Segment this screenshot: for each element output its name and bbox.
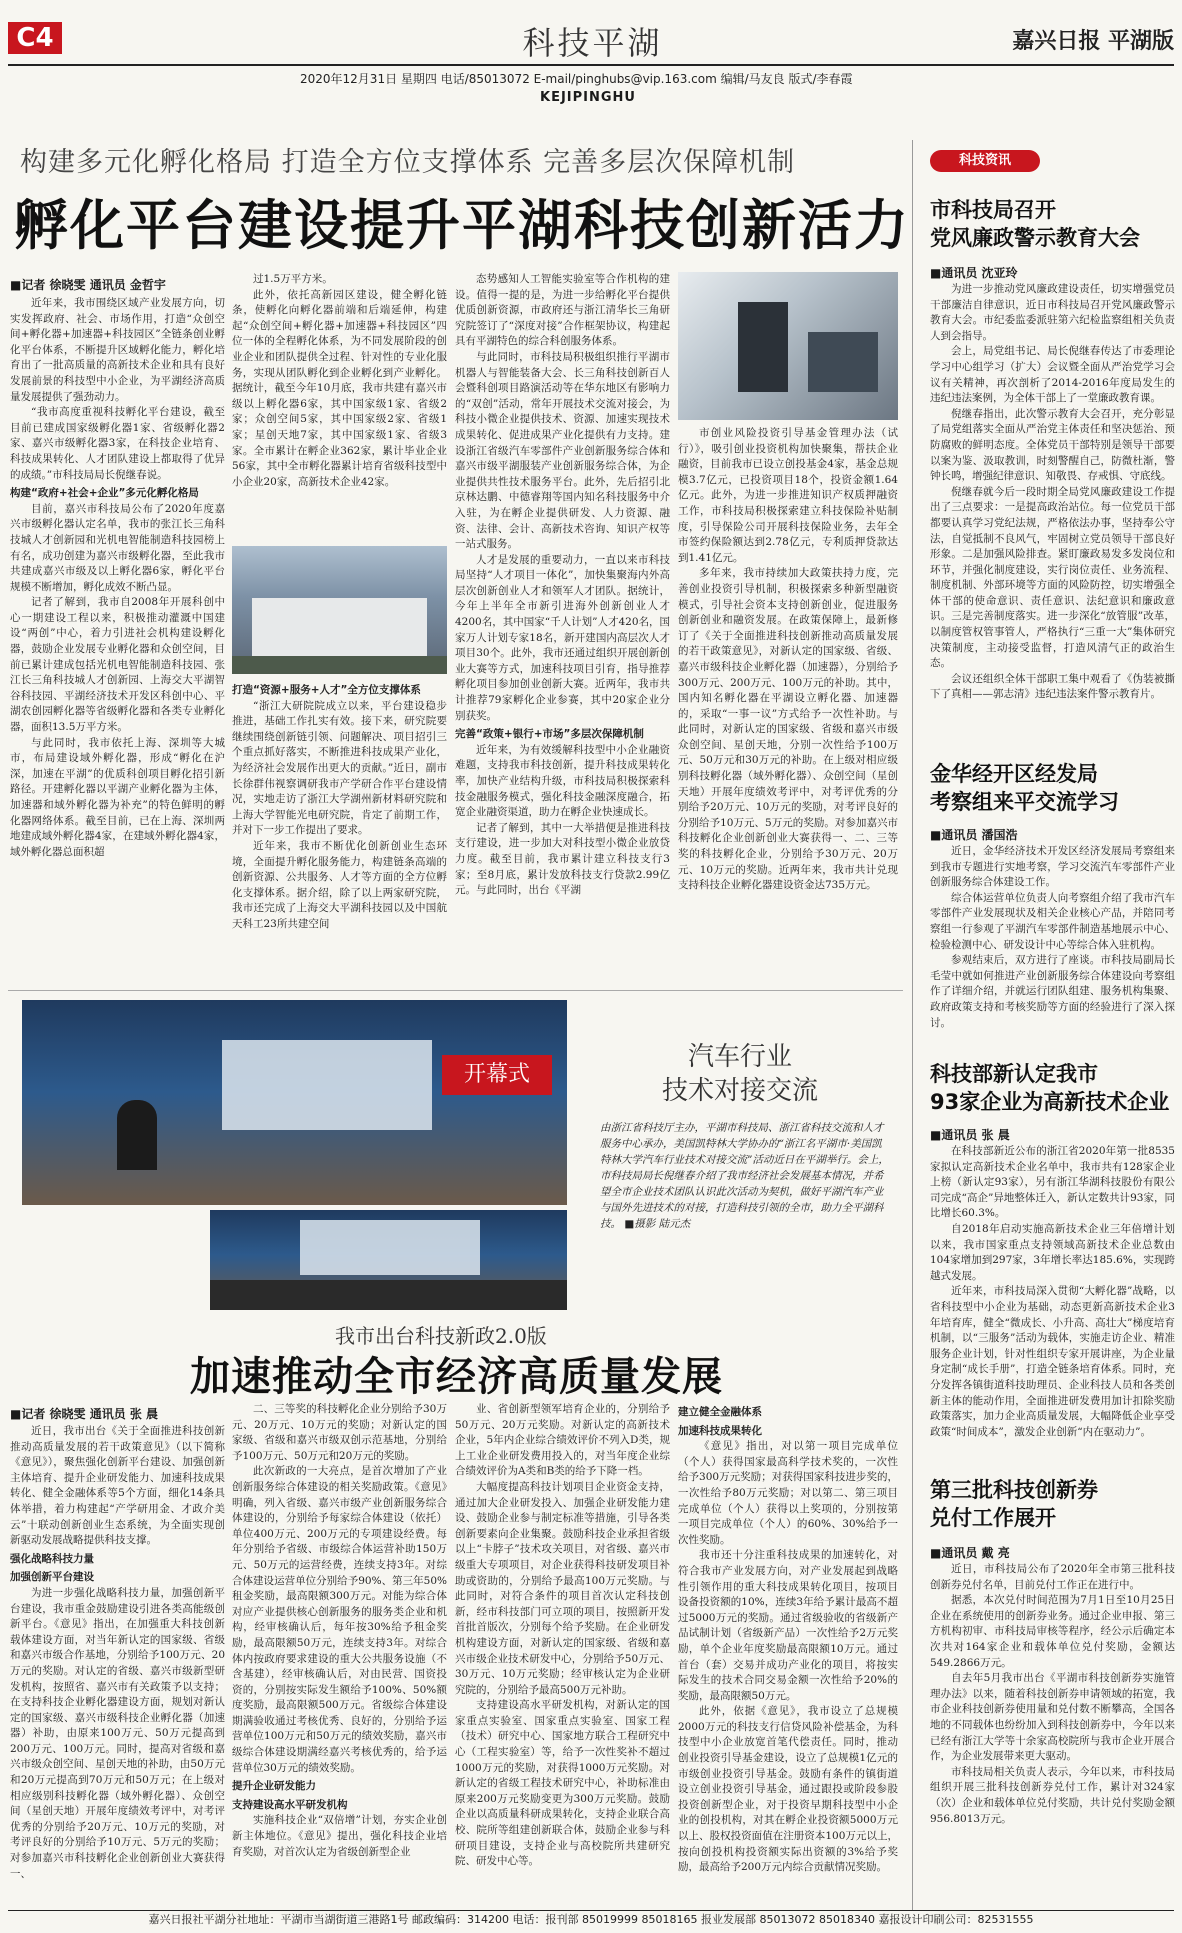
article2-byline: ■记者 徐晓雯 通讯员 张 晨 <box>10 1407 159 1421</box>
equipment-shape <box>808 332 878 392</box>
feature-title-line-2: 技术对接交流 <box>661 1076 818 1106</box>
hall-screen <box>300 1220 480 1275</box>
sidebar-news-2-byline: ■通讯员 潘国浩 <box>930 828 1018 842</box>
feature-title <box>610 1040 870 1108</box>
paragraph: 此外，依托高新园区建设，健全孵化链条，使孵化向孵化器前端和后端延伸，构建起“众创空间+孵化器+加速器+科技园区”四位一体的全程孵化体系，为不同发展阶段的创业企业和团队提供全过程、针对性的专业化服务，实现从团队孵化到企业孵化到产业孵化。据统计，截至今年10月底，我市共建有嘉兴市级以上孵化器6家，其中国家级1家、省级2家；众创空间5家，其中国家级2家、省级1家；星创天地7家，其中国家级1家、省级3家。全市累计在孵企业362家，累计毕业企业56家，其中全市孵化器累计培育省级科技型中小企业20家，高新技术企业42家。 <box>232 288 447 488</box>
title-line: 93家企业为高新技术企业 <box>930 1090 1170 1114</box>
sidebar-news-3-byline: ■通讯员 张 晨 <box>930 1128 1010 1142</box>
paragraph: 记者了解到，我市自2008年开展科创中心一期建设工程以来，积极推动灌溉中国建设“两创”中心，着力引进社会机构建设孵化器，鼓励企业发展专业孵化器和众创空间，目前已累计建成包括光机电智能制造科技园、张江长三角科技城人才创新园、上海交大平湖智谷科技园、平湖经济技术开发区科创中心、平湖农创园孵化器等省级孵化器和各类专业孵化器，面积13.5万平方米。 <box>10 596 225 734</box>
paragraph: 近年来，我市围绕区域产业发展方向，切实发挥政府、社会、市场作用，打造“众创空间+孵化器+加速器+科技园区”全链条创业孵化平台体系，不断提升区域孵化能力，孵化培育出了一批高质量的高新技术企业和具有良好发展前景的科技型中小企业，为平湖经济高质量发展提供了强劲动力。 <box>10 297 225 403</box>
paragraph: 市创业风险投资引导基金管理办法（试行）》，吸引创业投资机构加快聚集，帮扶企业融资，目前我市已设立创投基金4家，基金总规模3.7亿元，已投资项目18个，投资金额1.64亿元。此外，为进一步推进知识产权质押融资工作，市科技局积极探索建立科技保险补贴制度，引导保险公司开展科技保险业务，去年全市签约保险额达到2.78亿元，专利质押贷款达到1.41亿元。 <box>678 427 898 564</box>
paragraph: 与此同时，我市依托上海、深圳等大城市，布局建设域外孵化器，形成“孵化在沪深，加速在平湖”的优质科创项目孵化招引新路径。开建孵化器以平湖产业孵化器为主体，加速器和域外孵化器为补充”的特色鲜明的孵化器网络体系。截至目前，已在上海、深圳两地建成域外孵化器4家，在建域外孵化器4家，域外孵化器总面积超 <box>10 736 225 858</box>
paragraph: 近年来，我市不断优化创新创业生态环境，全面提升孵化服务能力，构建链条高端的创新资源、公共服务、人才等方面的全方位孵化支撑体系。据介绍，除了以上两家研究院，我市还完成了上海交大平湖科技园以及中国航天科工23所共建空间 <box>232 839 447 930</box>
feature-caption <box>600 1120 890 1232</box>
paragraph: 市科技局相关负责人表示，今年以来，市科技局组织开展三批科技创新券兑付工作，累计对324家（次）企业和载体单位兑付奖励，共计兑付奖励金额956.8013万元。 <box>930 1765 1175 1825</box>
section-heading: 打造“资源+服务+人才”全方位支撑体系 <box>232 684 421 696</box>
masthead-rule <box>8 64 1174 66</box>
section-heading: 建立健全金融体系 <box>678 1406 762 1418</box>
feature-rule <box>8 990 903 991</box>
sidebar-news-3-body <box>930 1144 1175 1464</box>
sidebar-news-4-byline: ■通讯员 戴 亮 <box>930 1546 1010 1560</box>
article2-title: 加速推动全市经济高质量发展 <box>190 1354 723 1400</box>
title-line: 第三批科技创新券 <box>930 1478 1098 1502</box>
sidebar-news-4-body <box>930 1562 1175 1904</box>
paragraph: 实施科技企业“双倍增”计划，夯实企业创新主体地位。《意见》提出，强化科技企业培育奖励，对首次认定为省级创新型企业 <box>232 1814 447 1858</box>
paragraph: 近年来，市科技局深入贯彻“大孵化器”战略，以省科技型中小企业为基础，动态更新高新技术企业3年培育库，健全“微成长、小升高、高壮大”梯度培育机制，以“三服务”活动为载体，实施走访企业、精准服务企业计划，针对性组织专家开展讲座，为企业量身定制“成长手册”，打造全链条培育体系。同时，充分发挥各镇街道科技助理员、企业科技人员和各类创新主体的能动作用，全面推进研发费用加计扣除奖励政策落实，加力企业高质量发展，大幅降低企业享受政策“时间成本”，激发企业创新“内在驱动力”。 <box>930 1285 1175 1438</box>
paragraph: 近年来，为有效缓解科技型中小企业融资难题，支持我市科技创新，提升科技成果转化率，加快产业结构升级，市科技局积极探索科技金融服务模式，强化科技金融深度融合，拓宽企业融资渠道，助力在孵企业快速成长。 <box>455 743 670 819</box>
sidebar-divider <box>912 140 913 1910</box>
audience-shape <box>210 1280 567 1310</box>
paragraph: 与此同时，市科技局积极组织推行平湖市机器人与智能装备大会、长三角科技创新百人会暨科创项目路演活动等在华东地区有影响力的“双创”活动，常年开展技术交流对接会，为科技小微企业提供技术、资源、加速实现技术成果转化、促进成果产业化提供有力支持。建设浙江省级汽车零部件产业创新服务综合体和嘉兴市级平湖服装产业创新服务综合体，为企业提供共性技术服务平台。此外，先后招引北京林达鹏、中德睿翔等国内知名科技服务中介入驻，为在孵企业提供研发、人力资源、融资、法律、会计、高新技术咨询、知识产权等一站式服务。 <box>455 350 670 551</box>
section-heading: 提升企业研发能力 <box>232 1780 316 1793</box>
paragraph: 自2018年启动实施高新技术企业三年倍增计划以来，我市国家重点支持领域高新技术企业总数由104家增加到297家，3年增长率达185.6%，实现跨越式发展。 <box>930 1222 1175 1282</box>
sidebar-news-4-title <box>930 1476 1175 1532</box>
title-line: 党风廉政警示教育大会 <box>930 226 1140 250</box>
paragraph: 为进一步推动党风廉政建设责任，切实增强党员干部廉洁自律意识，近日市科技局召开党风廉政警示教育大会。市纪委监委派驻第六纪检监察组相关负责人到会指导。 <box>930 283 1175 342</box>
sidebar-news-3-title <box>930 1060 1175 1116</box>
paragraph: 近日，金华经济技术开发区经济发展局考察组来到我市专题进行实地考察，学习交流汽车零部件产业创新服务综合体建设工作。 <box>930 845 1175 889</box>
section-heading: 加强创新平台建设 <box>10 1571 94 1584</box>
title-line: 考察组来平交流学习 <box>930 790 1119 814</box>
paragraph: “浙江大研院院成立以来，平台建设稳步推进，基础工作扎实有效。接下来，研究院要继续围绕创新链引领、问题解决、项目招引三个重点抓好落实，不断推进科技成果产业化，为经济社会发展作出更大的贡献。”近日，副市长徐群伟视察调研我市产学研合作平台建设情况，实地走访了浙江大学湖州新材料研究院和上海大学智能光电研究院，肯定了前期工作，并对下一步工作提出了要求。 <box>232 699 447 837</box>
paragraph: 支持建设高水平研发机构，对新认定的国家重点实验室、国家重点实验室、国家工程（技术）研究中心、国家地方联合工程研究中心（工程实验室）等，给予一次性奖补不超过1000万元的奖励，对获得1000万元奖励。对新认定的省级工程技术研究中心，补助标准由原来200万元奖励变更为300万元奖励。鼓励企业以高质量科研成果转化，支持企业联合高校、院所等组建创新联合体，鼓励企业参与科研项目建设，支持企业与高校院所共建研究院、研发中心等。 <box>455 1699 670 1868</box>
paragraph: 据悉，本次兑付时间范围为7月1日至10月25日企业在系统使用的创新券业务。通过企业申报、第三方机构初审、市科技局审核等程序，经公示后确定本次共对164家企业和载体单位兑付奖励，金额达549.2866万元。 <box>930 1594 1175 1669</box>
newspaper-brand: 嘉兴日报 平湖版 <box>1012 28 1174 54</box>
section-heading: 强化战略科技力量 <box>10 1552 94 1565</box>
paragraph: 业、省创新型领军培育企业的，分别给予50万元、20万元奖励。对新认定的高新技术企业，5年内企业综合绩效评价不列入D类，规上工业企业研发费用投入的，对当年度企业综合绩效评价为A类和B类的给予下降一档。 <box>455 1403 670 1478</box>
lead-byline: ■记者 徐晓雯 通讯员 金哲宇 <box>10 278 166 292</box>
stage-screen <box>222 1040 432 1130</box>
building-shape <box>252 598 427 656</box>
paragraph: 在科技部新近公布的浙江省2020年第一批8535家拟认定高新技术企业名单中，我市共有128家企业上榜（新认定93家），另有浙江华湖科技股份有限公司完成“高企”异地整体迁入，新认定数共计93家，同比增长60.3%。 <box>930 1145 1175 1220</box>
paragraph: 会上，局党组书记、局长倪继春传达了市委理论学习中心组学习（扩大）会议暨全面从严治党学习会议有关精神，再次剖析了2014-2016年度局发生的违纪违法案例，为全体干部上了一堂廉政教育课。 <box>930 345 1175 405</box>
paragraph: 自去年5月我市出台《平湖市科技创新券实施管理办法》以来，随着科技创新券申请领域的拓宽，我市企业科技创新券使用量和兑付数不断攀高，全国各地的不同载体也纷纷加入到科技创新券中，今年以来已经有浙江大学等十余家高校院所与我市企业开展合作，为企业发展带来更大驱动。 <box>930 1672 1175 1763</box>
title-line: 市科技局召开 <box>930 198 1056 222</box>
paragraph: “我市高度重视科技孵化平台建设，截至目前已建成国家级孵化器1家、省级孵化器2家、嘉兴市级孵化器3家，在科技企业培育、科技成果转化、人才团队建设上都取得了优异的成绩。”市科技局局长倪继春说。 <box>10 406 225 481</box>
feature-body: 由浙江省科技厅主办，平湖市科技局、浙江省科技交流和人才服务中心承办，美国凯特林大学协办的“浙江名平湖市·美国凯特林大学汽车行业技术对接交流”活动近日在平湖举行。会上，市科技局局长倪继春介绍了我市经济社会发展基本情况，并希望全市企业技术团队认识此次活动为契机，做好平湖汽车产业与国外先进技术的对接，打造科技引领的全市，助力全平湖科技。 <box>600 1122 889 1230</box>
section-heading: 加速科技成果转化 <box>678 1424 762 1437</box>
paragraph: 此外，依据《意见》，我市设立了总规模2000万元的科技支行信贷风险补偿基金，为科技型中小企业放宽首笔代偿责任。同时，推动创业投资引导基金建设，设立了总规模1亿元的市级创业投资引导基金。鼓励有条件的镇街道设立创业投资引导基金，通过跟投或阶段参股投资创新型企业，对于投资早期科技型中小企业的创投机构，对其在孵企业投资额5000万元以上、股权投资面值在注册资本100万元以上，按向创投机构投资额实际出资额的3%给予奖励，最高给予200万元内综合贡献情况奖励。 <box>678 1705 898 1874</box>
paragraph: 目前，嘉兴市科技局公布了2020年度嘉兴市级孵化器认定名单，我市的张江长三角科技城人才创新园和光机电智能制造科技园榜上有名，成功创建为嘉兴市级孵化器，至此我市共建成嘉兴市级及以上孵化器6家，孵化平台规模不断增加，孵化成效不断凸显。 <box>10 502 225 593</box>
paragraph: 为进一步强化战略科技力量，加强创新平台建设，我市重金鼓励建设引进各类高能级创新平台。《意见》指出，在加强重大科技创新载体建设方面，对当年新认定的国家级、省级和嘉兴市级合作基地，分别给予100万元、20万元的奖励。对认定的省级、嘉兴市级新型研发机构，按照省、嘉兴市有关政策予以支持；在支持科技企业孵化器建设方面，规划对新认定的国家级、嘉兴市级科技企业孵化器（加速器）补助，由原来100万元、50万元提高到200万元、100万元。同时，提高对省级和嘉兴市级众创空间、星创天地的补助，由50万元和20万元提高到70万元和50万元；在上级对相应级别科技孵化器（域外孵化器）、众创空间（星创天地）开展年度绩效考评中，对考评优秀的分别给予20万元、10万元的奖励，对考评良好的分别给予10万元、5万元的奖励；对参加嘉兴市科技孵化企业创新创业大赛获得一、 <box>10 1586 225 1880</box>
paragraph: 倪继春指出，此次警示教育大会召开，充分彰显了局党组落实全面从严治党主体责任和坚决惩治、预防腐败的鲜明态度。全体党员干部特别是领导干部要以案为鉴、汲取教训，时刻警醒自己，防微杜渐，警钟长鸣，增强纪律意识、知敬畏、存戒惧、守底线。 <box>930 407 1175 483</box>
article2-col-3 <box>455 1402 670 1904</box>
paragraph: 二、三等奖的科技孵化企业分别给予30万元、20万元、10万元的奖励；对新认定的国家级、省级和嘉兴市级双创示范基地，分别给予100万元、50万元和20万元的奖励。 <box>232 1403 447 1462</box>
article2-subtitle: 我市出台科技新政2.0版 <box>335 1324 547 1348</box>
paragraph: 过1.5万平方米。 <box>253 273 333 285</box>
paragraph: 近日，市科技局公布了2020年全市第三批科技创新券兑付名单，目前兑付工作正在进行中。 <box>930 1563 1175 1591</box>
sidebar-news-1-title <box>930 196 1175 252</box>
title-line: 兑付工作展开 <box>930 1506 1056 1530</box>
paragraph: 《意见》指出，对以第一项目完成单位（个人）获得国家最高科学技术奖的，一次性给予300万元奖励；对获得国家科技进步奖的，一次性给予80万元奖励；对以第二、第三项目完成单位（个人）获得以上奖项的，分别按第一项目完成单位（个人）的60%、30%给予一次性奖励。 <box>678 1440 898 1546</box>
sidebar-news-2-body <box>930 844 1175 1054</box>
paragraph: 人才是发展的重要动力，一直以来市科技局坚持“人才项目一体化”，加快集聚海内外高层次创新创业人才和领军人才团队。据统计，今年上半年全市新引进海外创新创业人才4200名，其中国家“千人计划”人才420名，国家万人计划专家18名，新开建国内高层次人才项目30个。此外，我市还通过组织开展创新创业大赛等方式，加速科技项目引育，指导推荐孵化项目参加创业创新大赛。近两年，我市共计推荐79家孵化企业参赛，其中20家企业分别获奖。 <box>455 553 670 722</box>
title-line: 金华经开区经发局 <box>930 762 1098 786</box>
sidebar-news-1-body <box>930 282 1175 752</box>
photo-building <box>232 546 447 674</box>
paragraph: 参观结束后，双方进行了座谈。市科技局副局长毛莹中就如何推进产业创新服务综合体建设向考察组作了详细介绍，并就运行团队组建、服务机构集聚、政府政策支持和考核奖励等方面的经验进行了深入探讨。 <box>930 954 1175 1029</box>
photo-conference-hall <box>210 1210 567 1310</box>
ground-shape <box>232 656 447 674</box>
paragraph: 倪继春就今后一段时期全局党风廉政建设工作提出了三点要求：一是提高政治站位。每一位党员干部都要认真学习党纪法规，严格依法办事，坚持奉公守法，自觉抵制不良风气，牢固树立党员领导干部良好形象。二是加强风险排查。紧盯廉政易发多发岗位和环节，并强化制度建设，实行岗位责任、业务流程、制度机制、外部环境等方面的风险防控，切实增强全体干部的使命意识、责任意识、法纪意识和廉政意识。三是完善制度落实。进一步深化“放管服”改革，以制度管权管事管人，严格执行“三重一大”集体研究决策制度，主动接受监督，打造风清气正的政治生态。 <box>930 485 1175 670</box>
photo-conference-speaker <box>22 1000 567 1205</box>
section-heading: 构建“政府+社会+企业”多元化孵化格局 <box>10 487 199 500</box>
sidebar-news-1-byline: ■通讯员 沈亚玲 <box>930 266 1018 280</box>
title-line: 科技部新认定我市 <box>930 1062 1098 1086</box>
lead-subtitle: 构建多元化孵化格局 打造全方位支撑体系 完善多层次保障机制 <box>20 147 796 178</box>
section-pinyin: KEJIPINGHU <box>540 90 636 105</box>
speaker-figure <box>117 1100 157 1170</box>
lead-col-2 <box>232 272 447 552</box>
masthead-info: 2020年12月31日 星期四 电话/85013072 E-mail/pinghubs@vip.163.com 编辑/马友良 版式/李春霞 <box>300 72 853 86</box>
page-footer: 嘉兴日报社平湖分社地址：平湖市当湖街道三港路1号 邮政编码：314200 电话：报刊部 85019999 85018165 报业发展部 85013072 85018340 嘉报设计印刷公司：82531555 <box>8 1910 1174 1929</box>
paragraph: 会议还组织全体干部职工集中观看了《伪装被撕下了真相——郭志清》违纪违法案件警示教育片。 <box>930 672 1175 701</box>
paragraph: 大幅度提高科技计划项目企业资金支持，通过加大企业研发投入、加强企业研发能力建设、鼓励企业参与制定标准等措施，引导各类创新要素向企业集聚。鼓励科技企业承担省级以上“卡脖子”技术攻关项目，对省级、嘉兴市级重大专项项目，对企业获得科技研发项目补助或资助的，分别给予最高100万元奖励。与此同时，对符合条件的项目首次认定科技创新，经市科技部门可立项的项目，按照新开发首批首版次，分别每个给予奖励。在企业研发机构建设方面，对新认定的国家级、省级和嘉兴市级企业技术研发中心，分别给予50万元、30万元、10万元奖励；经审核认定为企业研究院的，分别给予最高500万元补助。 <box>455 1480 670 1696</box>
section-heading: 完善“政策+银行+市场”多层次保障机制 <box>455 728 644 741</box>
paragraph: 多年来，我市持续加大政策扶持力度，完善创业投资引导机制，积极探索多种新型融资模式，引导社会资本支持创新创业，促进服务创新创业和融资发展。在政策保障上，最新修订了《关于全面推进科技创新推动高质量发展的若干政策意见》，对新认定的国家级、省级、嘉兴市级科技企业孵化器（加速器），分别给予300万元、200万元、100万元的补助。其中，国内知名孵化器在平湖设立孵化器、加速器的，采取“一事一议”方式给予一次性补助。与此同时，对新认定的国家级、省级和嘉兴市级众创空间、星创天地，分别一次性给予100万元、50万元和30万元的补助。在上级对相应级别科技孵化器（域外孵化器）、众创空间（星创天地）开展年度绩效考评中，对考评优秀的分别给予20万元、10万元的奖励，对考评良好的分别给予10万元、5万元的奖励。对参加嘉兴市科技孵化企业创新创业大赛获得一、二、三等奖的科技孵化企业，分别给予30万元、20万元、10万元的奖励。近两年来，我市共计兑现支持科技企业孵化器建设资金达735万元。 <box>678 567 898 892</box>
article2-col-4 <box>678 1402 898 1904</box>
page-number: C4 <box>8 22 62 54</box>
paragraph: 此次新政的一大亮点，是首次增加了产业创新服务综合体建设的相关奖励政策。《意见》明确，列入省级、嘉兴市级产业创新服务综合体建设的，分别给予每家综合体建设（依托）单位400万元、200万元的专项建设经费。每年分别给予省级、市级综合体运营补助150万元、50万元的运营经费，连续支持3年。对综合体建设运营单位分别给予90%、第三年50%租金奖励，最高限额300万元。对能为综合体对应产业提供核心创新服务的服务类企业和机构，经审核确认后，每年按30%给予租金奖励，最高限额50万元，连续支持3年。对综合体内按政府要求建设的重大公共服务设施（不含基建），经审核确认后，对由民营、国资投资的，分别按实际发生额给予100%、50%额度奖励，最高限额500万元。省级综合体建设期满验收通过考核优秀、良好的，分别给予运营单位100万元和50万元的绩效奖励，嘉兴市级综合体建设期满经嘉兴考核优秀的，给予运营单位30万元的绩效奖励。 <box>232 1465 447 1774</box>
paragraph: 我市还十分注重科技成果的加速转化，对符合我市产业发展方向，对产业发展起到战略性引领作用的重大科技成果转化项目，按项目设备投资额的10%，连续3年给予累计最高不超过5000万元的奖励。通过省级验收的省级新产品试制计划（省级新产品）一次性给予2万元奖励，单个企业年度奖励最高限额10万元。通过首台（套）交易并成功产业化的项目，将按实际发生的技术合同交易金额一次性给予20%的奖励，最高限额50万元。 <box>678 1549 898 1702</box>
section-title: 科技平湖 <box>522 24 663 62</box>
article2-col-1 <box>10 1424 225 1904</box>
photo-lab <box>678 272 898 420</box>
feature-title-line-1: 汽车行业 <box>687 1042 792 1072</box>
opening-sign: 开幕式 <box>442 1055 552 1095</box>
sidebar-tag: 科技资讯 <box>930 150 1040 172</box>
paragraph: 近日，我市出台《关于全面推进科技创新推动高质量发展的若干政策意见》（以下简称《意见》），聚焦强化创新平台建设、加强创新主体培育、提升企业研发能力、加速科技成果转化、健全金融体系等5个方面，细化14条具体举措，着力构建起“产学研用金、才政介美云”十联动创新创业生态系统，为全面实现创新驱动发展战略提供科技支撑。 <box>10 1425 225 1547</box>
article2-col-2 <box>232 1402 447 1904</box>
equipment-shape <box>738 302 788 392</box>
lead-title: 孵化平台建设提升平湖科技创新活力 <box>14 194 910 257</box>
paragraph: 态势感知人工智能实验室等合作机构的建设。值得一提的是，为进一步给孵化平台提供优质创新资源，市政府还与浙江清华长三角研究院签订了“深度对接”合作框架协议，构建起具有平湖特色的综合科创服务体系。 <box>455 273 670 348</box>
paragraph: 记者了解到，其中一大举措便是推进科技支行建设，进一步加大对科技型小微企业放贷力度。截至目前，我市累计建立科技支行3家；至8月底，累计发放科技支行贷款2.99亿元。与此同时，出台《平湖 <box>455 821 670 897</box>
paragraph: 综合体运营单位负责人向考察组介绍了我市汽车零部件产业发展现状及相关企业核心产品，并陪同考察组一行参观了平湖汽车零部件制造基地展示中心、检验检测中心、研发设计中心等综合体入驻机构。 <box>930 891 1175 951</box>
sidebar-news-2-title <box>930 760 1175 816</box>
feature-credit: ■摄影 陆元杰 <box>624 1218 691 1230</box>
section-heading: 支持建设高水平研发机构 <box>232 1798 348 1811</box>
